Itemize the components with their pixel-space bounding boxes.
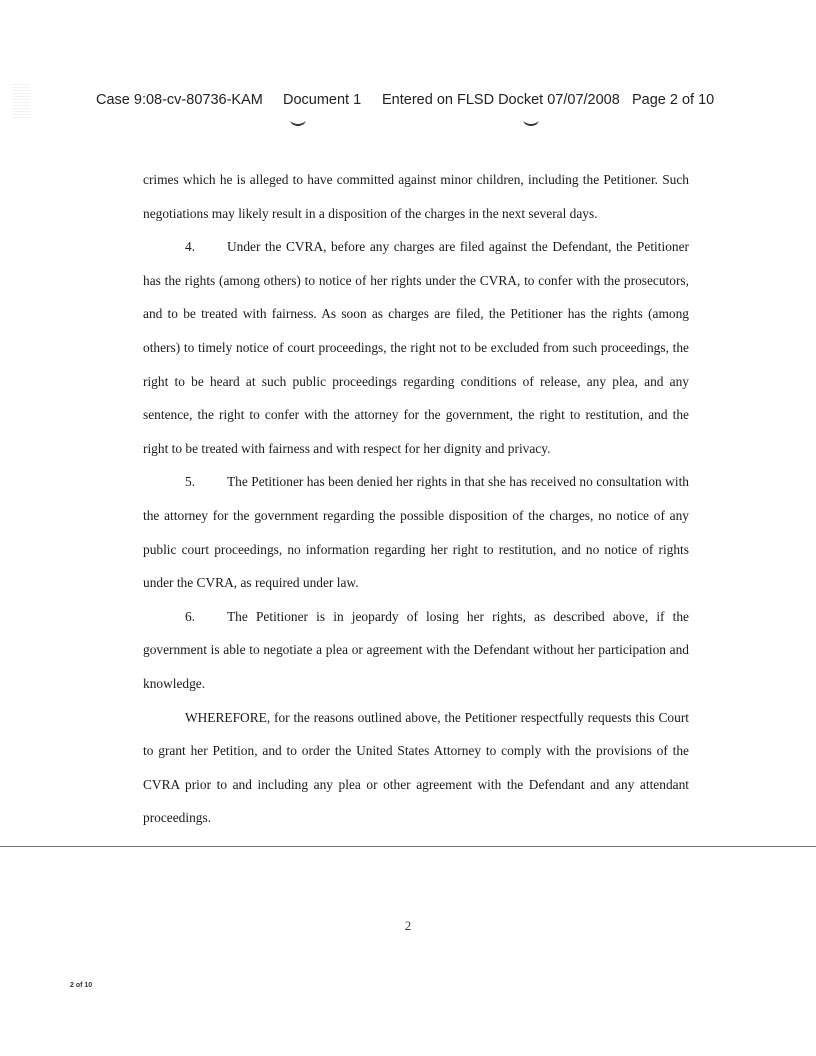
stamp-mark-right [523, 120, 539, 127]
case-number: Case 9:08-cv-80736-KAM [96, 92, 263, 108]
paragraph-5 [143, 465, 689, 599]
scan-line [0, 846, 816, 847]
paragraph-wherefore [143, 701, 689, 835]
paragraph-text: WHEREFORE, for the reasons outlined above, the Petitioner respectfully requests this Court to grant her Petition, and to order the United States Attorney to comply with the provisions of the CVRA prior to and including any plea or other agreement with the Defendant and any attendant proceedings. [143, 709, 689, 826]
page-of-total: Page 2 of 10 [632, 92, 715, 108]
paragraph-6 [143, 600, 689, 701]
paragraph-4 [143, 230, 689, 465]
docket-entry-date: Entered on FLSD Docket 07/07/2008 [382, 92, 620, 108]
paragraph-text: crimes which he is alleged to have committed against minor children, including the Petitioner. Such negotiations may likely result in a disposition of the charges in the next several days. [143, 172, 689, 221]
paragraph-continuation [143, 163, 689, 230]
paragraph-number: 5. [185, 474, 196, 490]
paragraph-number: 6. [185, 608, 196, 624]
paragraph-number: 4. [185, 239, 196, 255]
paragraph-text: Under the CVRA, before any charges are filed against the Defendant, the Petitioner has the rights (among others) to notice of her rights under the CVRA, to confer with the prosecutors, and to be treated with fairness. As soon as charges are filed, the Petitioner has the rights (among others) to timely notice of court proceedings, the right not to be excluded from such proceedings, the right to be heard at such public proceedings regarding conditions of release, any plea, and any sentence, the right to confer with the attorney for the government, the right to restitution, and the right to be treated with fairness and with respect for her dignity and privacy. [143, 239, 689, 456]
page-number: 2 [404, 918, 412, 933]
document-label: Document 1 [283, 92, 362, 108]
paragraph-text: The Petitioner is in jeopardy of losing her rights, as described above, if the government is able to negotiate a plea or agreement with the Defendant without her participation and knowledge. [143, 608, 689, 691]
page-footer-label: 2 of 10 [70, 982, 93, 989]
paragraph-text: The Petitioner has been denied her rights in that she has received no consultation with the attorney for the government regarding the possible disposition of the charges, no notice of any public court proceedings, no information regarding her right to restitution, and no notice of rights under the CVRA, as required under law. [143, 474, 689, 591]
scan-artifact [12, 84, 30, 118]
stamp-mark-left [290, 120, 306, 127]
document-body [143, 163, 689, 835]
